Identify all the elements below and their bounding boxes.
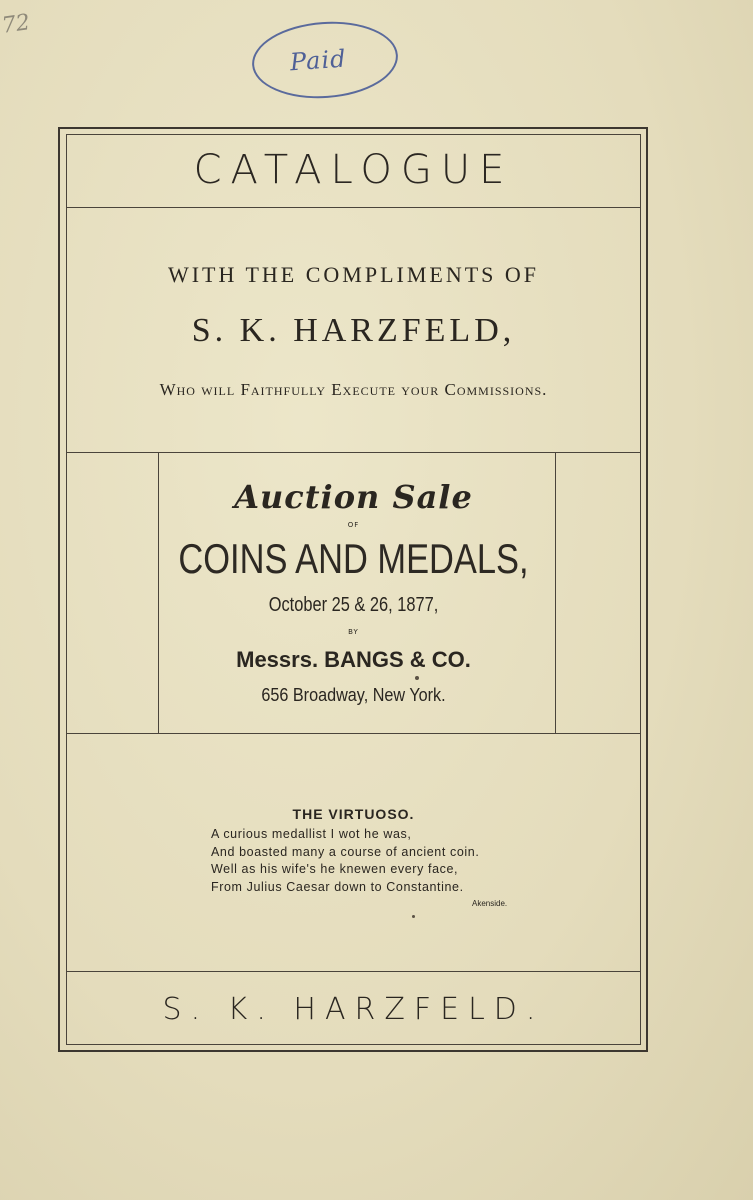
auctioneer-address: 656 Broadway, New York. <box>261 685 446 705</box>
paper-speck <box>415 676 419 680</box>
dealer-tagline: Who will Faithfully Execute your Commissions. <box>159 380 548 399</box>
divider-auction <box>66 733 641 734</box>
paid-stamp <box>250 17 401 103</box>
auctioneer-name: Messrs. BANGS & CO. <box>236 647 471 672</box>
auction-heading: Auction Sale <box>234 478 473 516</box>
poem-attribution: Akenside. <box>472 899 508 908</box>
divider-title <box>66 207 641 208</box>
poem-line: And boasted many a course of ancient coin. <box>211 844 480 859</box>
poem-line: Well as his wife's he knewen every face, <box>211 862 459 877</box>
poem-line: From Julius Caesar down to Constantine. <box>211 879 464 894</box>
poem-title: THE VIRTUOSO. <box>292 806 415 822</box>
poem-line: A curious medallist I wot he was, <box>211 827 412 841</box>
compliments-line: WITH THE COMPLIMENTS OF <box>167 262 540 287</box>
stamp-text: Paid <box>289 44 348 77</box>
divider-poem <box>66 971 641 972</box>
dealer-name: S. K. HARZFELD, <box>191 312 516 349</box>
paper-speck <box>412 915 415 918</box>
auction-dates: October 25 & 26, 1877, <box>268 594 439 616</box>
auction-of: OF <box>347 521 360 529</box>
auction-by: BY <box>348 628 359 636</box>
auction-subject: COINS AND MEDALS, <box>178 535 529 582</box>
margin-note: 72 <box>0 10 32 39</box>
footer-name: S. K. HARZFELD. <box>162 992 545 1027</box>
poem-body <box>211 826 479 896</box>
catalogue-title: CATALOGUE <box>193 147 514 193</box>
